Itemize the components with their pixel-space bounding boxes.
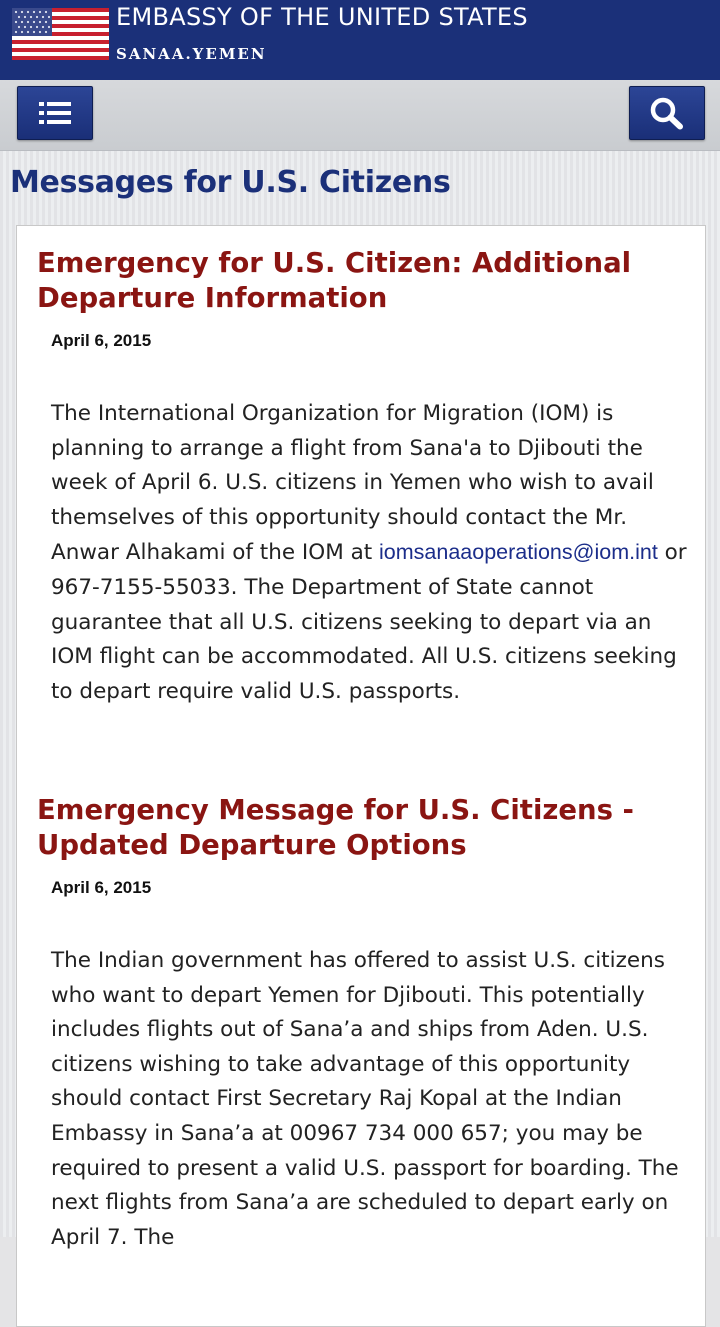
messages-list — [16, 225, 706, 1327]
search-icon — [649, 96, 685, 130]
article-date-1: April 6, 2015 — [51, 331, 152, 350]
article-date-2: April 6, 2015 — [51, 878, 152, 897]
article-body-2: The Indian government has offered to assist U.S. citizens who want to depart Yemen for Djibouti. This potentially includes flights out of Sana’a and ships from Aden. U.S. citizens wishing to take advantage of this opportunity should contact First Secretary Raj Kopal at the Indian Embassy in Sana’a at 00967 734 000 657; you may be required to present a valid U.S. passport for boarding. The next flights from Sana’a are scheduled to depart early on April 7. The — [51, 948, 679, 1250]
toolbar — [0, 80, 720, 151]
site-title: EMBASSY OF THE UNITED STATES — [116, 3, 528, 31]
search-button[interactable] — [629, 86, 705, 140]
us-flag-icon — [12, 8, 109, 60]
article-body-1 — [51, 397, 691, 709]
article-body-1-text: The International Organization for Migration (IOM) is planning to arrange a flight from Sana'a to Djibouti the week of April 6. U.S. citizens in Yemen who wish to avail themselves of this opportunity should contact the Mr. Anwar Alhakami of the IOM at — [51, 401, 654, 566]
page-title: Messages for U.S. Citizens — [10, 165, 451, 200]
site-subtitle: SANAA.YEMEN — [116, 45, 267, 63]
main-content — [0, 151, 720, 1250]
article-title-2[interactable]: Emergency Message for U.S. Citizens - Updated Departure Options — [37, 794, 634, 861]
article-title-1[interactable]: Emergency for U.S. Citizen: Additional Departure Information — [37, 247, 632, 314]
iom-email-link[interactable]: iomsanaaoperations@iom.int — [379, 540, 658, 565]
site-header — [0, 0, 720, 80]
article-body-1-text-end: or 967-7155-55033. The Department of State cannot guarantee that all U.S. citizens seeking to depart via an IOM flight can be accommodated. All U.S. citizens seeking to depart require valid U.S. passports. — [51, 540, 687, 704]
menu-icon — [38, 99, 72, 127]
menu-button[interactable] — [17, 86, 93, 140]
